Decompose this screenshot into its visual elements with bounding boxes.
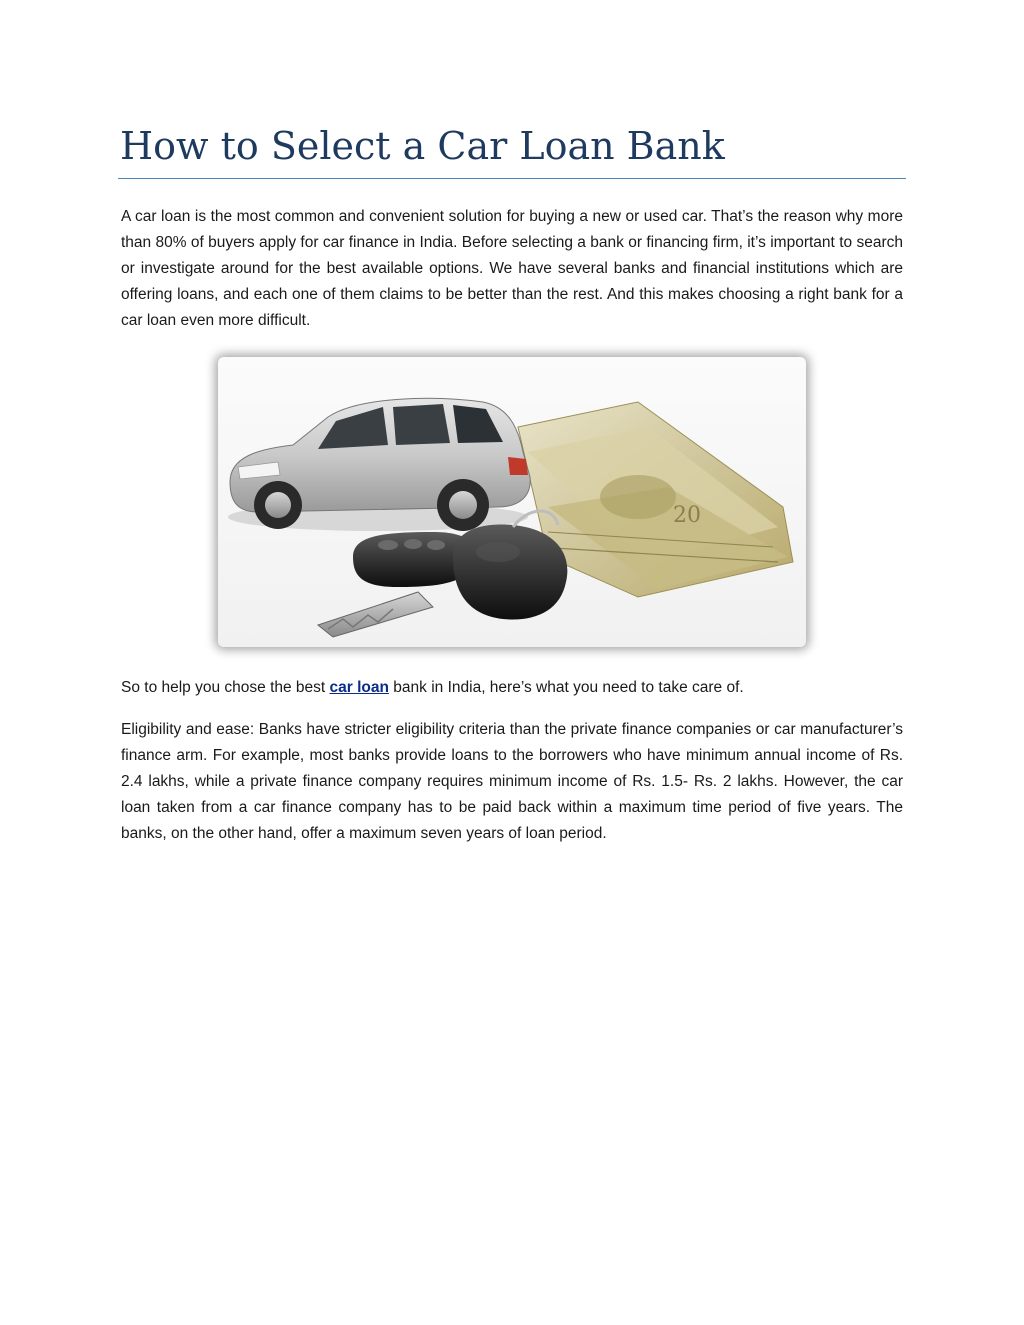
svg-text:20: 20 (673, 503, 701, 528)
car-loan-link[interactable]: car loan (329, 679, 389, 696)
car-loan-photo (218, 357, 806, 647)
car-keys-money-icon (218, 357, 806, 647)
eligibility-paragraph: Eligibility and ease: Banks have stricter eligibility criteria than the private finance companies or car manufacturer’s finance arm. For example, most banks provide loans to the borrowers who have minimum annual income of Rs. 2.4 lakhs, while a private finance company requires minimum income of Rs. 1.5- Rs. 2 lakhs. However, the car loan taken from a car finance company has to be paid back within a maximum time period of five years. The banks, on the other hand, offer a maximum seven years of loan period. (121, 721, 903, 842)
page-title: How to Select a Car Loan Bank (120, 124, 725, 168)
title-divider (118, 178, 906, 179)
help-paragraph (121, 675, 903, 701)
help-text-after: bank in India, here’s what you need to take care of. (388, 679, 744, 696)
intro-paragraph: A car loan is the most common and convenient solution for buying a new or used car. That’s the reason why more than 80% of buyers apply for car finance in India. Before selecting a bank or financing firm, it’s important to search or investigate around for the best available options. We have several banks and financial institutions which are offering loans, and each one of them claims to be better than the rest. And this makes choosing a right bank for a car loan even more difficult. (121, 208, 903, 329)
help-text-before: So to help you chose the best (121, 679, 330, 696)
